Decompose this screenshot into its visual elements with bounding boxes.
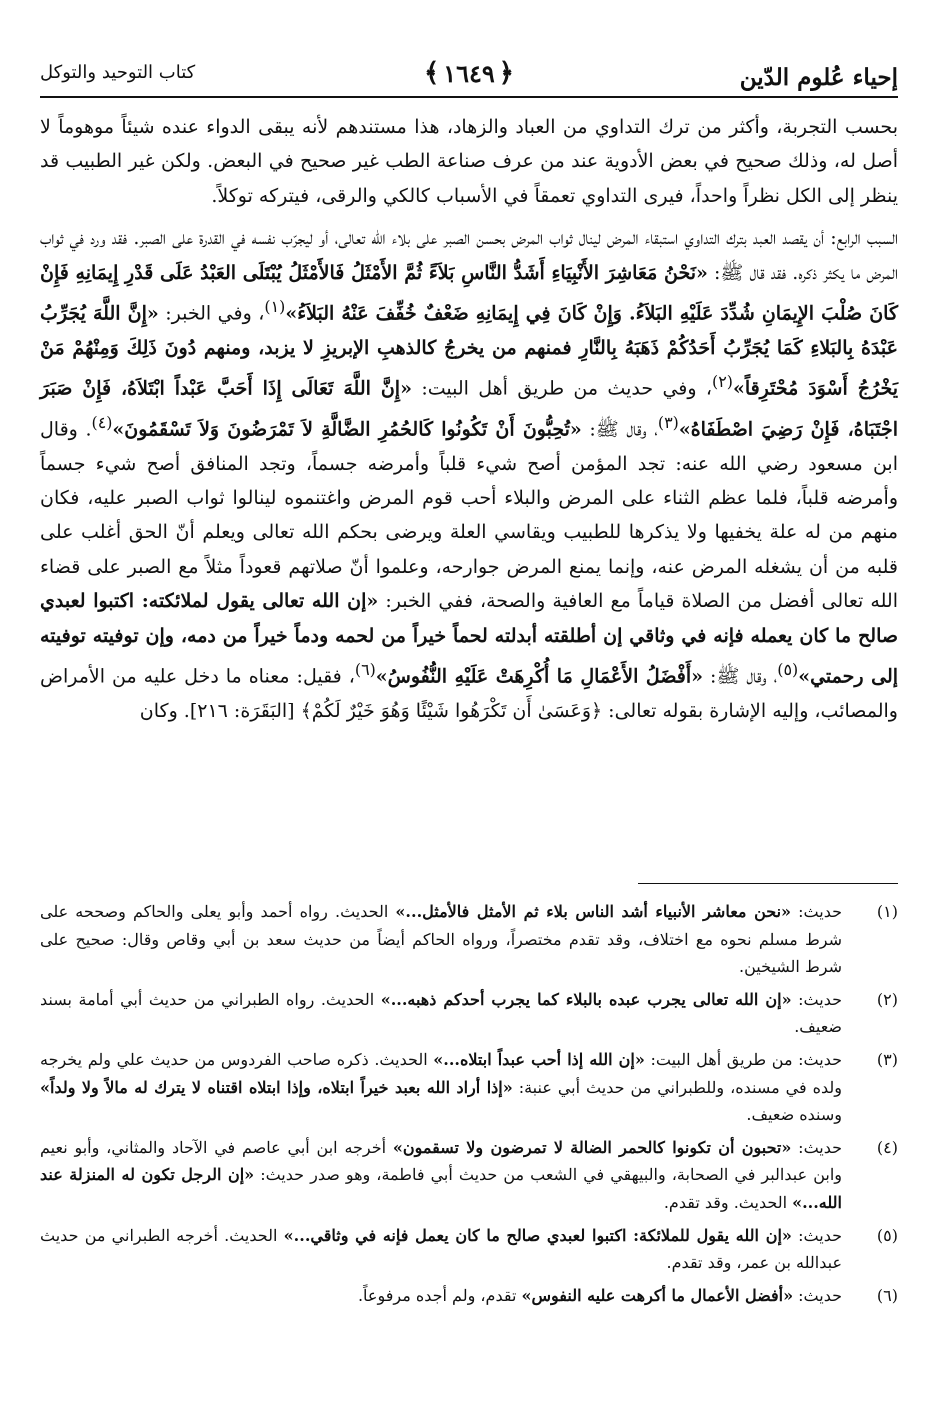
- hadith-quote: «إن الله يقول للملائكة: اكتبوا لعبدي صالح ما كان يعمل فإنه في وثاقي...»: [283, 1225, 792, 1245]
- hadith-quote: «تحبون أن تكونوا كالحمر الضالة لا تمرضون ولا تسقمون»: [392, 1137, 792, 1157]
- text-run: ، فقيل: معناه ما دخل عليه من الأمراض والمصائب، وإليه الإشارة بقوله تعالى:: [40, 665, 898, 722]
- hadith-quote: «إن الرجل تكون له المنزلة عند الله...»: [40, 1165, 842, 1212]
- text-run: ، وقال ﷺ:: [581, 418, 658, 441]
- footnote-text: [40, 1222, 842, 1277]
- chapter-title: كتاب التوحيد والتوكل: [40, 62, 196, 83]
- footnote-2: [40, 986, 898, 1041]
- ornament-right: ﴿: [498, 58, 515, 88]
- footnote-4: [40, 1134, 898, 1217]
- footnote-6: [40, 1282, 898, 1310]
- text-run: . وقال ابن مسعود رضي الله عنه: تجد المؤمن أصح شيء قلباً وأمرضه جسماً، وتجد المنافق أصح شيء جسماً وأمرضه قلباً، فلما عظم الثناء على المرض والبلاء أحب قوم المرض واغتنموه لينالوا ثواب الصبر عليه، فكان منهم من له علة يخفيها ولا يذكرها للطبيب ويقاسي العلة ويرضى بحكم الله تعالى ويعلم أنّ الحق أغلب على قلبه من أن يشغله المرض عنه، وإنما يمنع المرض جوارحه، وعلموا أنّ صلاتهم قعوداً مثلاً مع الصبر على قضاء الله تعالى أفضل من الصلاة قياماً مع العافية والصحة، ففي الخبر:: [40, 418, 898, 613]
- text-run: الحديث. أخرجه الطبراني من حديث عبدالله بن عمر، وقد تقدم.: [40, 1225, 842, 1273]
- text-run: حديث:: [791, 1225, 842, 1245]
- text-run: حديث:: [791, 1137, 843, 1157]
- footnote-ref-2: (٢): [712, 372, 733, 392]
- hadith-quote-3: «إِنَّ اللَّهَ تَعَالَى إِذَا أَحَبَّ عَبْداً ابْتَلاَهُ، فَإِنْ صَبَرَ اجْتَبَاهُ، فَإِنْ رَضِيَ اصْطَفَاهُ»: [40, 377, 898, 441]
- ornament-left: ﴾: [423, 58, 440, 88]
- page-number: ١٦٤٩: [443, 58, 495, 88]
- text-run: الحديث. ذكره صاحب الفردوس من حديث علي ولم يخرجه ولده في مسنده، وللطبراني من حديث أبي عنبة:: [40, 1049, 843, 1097]
- footnote-number: (٥): [876, 1225, 898, 1245]
- footnote-number: (٦): [876, 1285, 898, 1305]
- footnote-3: [40, 1046, 898, 1129]
- hadith-quote: «إن الله تعالى يجرب عبده بالبلاء كما يجرب أحدكم ذهبه...»: [380, 989, 792, 1009]
- text-run: ، وفي حديث من طريق أهل البيت:: [411, 377, 713, 400]
- hadith-quote: «أفضل الأعمال ما أكرهت عليه النفوس»: [521, 1285, 794, 1305]
- footnote-text: [40, 898, 842, 981]
- hadith-quote: «إن الله إذا أحب عبداً ابتلاه...»: [433, 1049, 645, 1069]
- hadith-quote: «إذا أراد الله بعبد خيراً ابتلاه، وإذا ابتلاه اقتناه لا يترك له مالاً ولا ولداً»: [40, 1077, 513, 1097]
- footnote-text: [40, 1134, 842, 1217]
- hadith-quote-1: «نَحْنُ مَعَاشِرَ الأَنْبِيَاءِ أَشَدُّ النَّاسِ بَلاَءً ثُمَّ الأَمْثَلُ فَالأَمْثَلُ يُبْتَلَى العَبْدُ عَلَى قَدْرِ إِيمَانِهِ فَإِنْ كَانَ صُلْبَ الإِيمَانِ شُدِّدَ عَلَيْهِ البَلاَءُ. وَإِنْ كَانَ فِي إِيمَانِهِ ضَعْفٌ خُفِّفَ عَنْهُ البَلاَءُ»: [40, 261, 899, 325]
- hadith-quote-4: «تُحِبُّونَ أَنْ تَكُونُوا كَالحُمُرِ الضَّالَّةِ لاَ تَمْرَضُونَ وَلاَ تَسْقَمُونَ»: [112, 418, 582, 441]
- main-text: [40, 110, 898, 728]
- header-divider: [40, 96, 898, 98]
- quran-ayah: ﴿وَعَسَىٰ أَن تَكْرَهُوا شَيْئًا وَهُوَ خَيْرٌ لَكُمْ﴾: [300, 699, 603, 722]
- footnote-text: [40, 1046, 842, 1129]
- text-run: أخرجه ابن أبي عاصم في الآحاد والمثاني، وأبو نعيم وابن عبدالبر في الصحابة، والبيهقي في الشعب من حديث أبي فاطمة، وهو صدر حديث:: [40, 1137, 842, 1185]
- text-run: وسنده ضعيف.: [746, 1105, 842, 1125]
- footnotes: [40, 898, 898, 1314]
- text-run: . وكان: [139, 699, 190, 722]
- footnote-ref-1: (١): [264, 297, 286, 317]
- text-run: الحديث. رواه أحمد وأبو يعلى والحاكم وصححه على شرط مسلم نحوه مع اختلاف، وقد تقدم مختصراً، ورواه الحاكم أيضاً من حديث سعد بن أبي وقاص وقال: صحيح على شرط الشيخين.: [40, 902, 842, 977]
- footnote-1: [40, 898, 898, 981]
- hadith-quote-6: «أَفْضَلُ الأَعْمَالِ مَا أُكْرِهَتْ عَلَيْهِ النُّفُوسُ»: [375, 665, 704, 688]
- text-run: حديث:: [791, 902, 843, 921]
- hadith-quote-5: «إن الله تعالى يقول لملائكته: اكتبوا لعبدي صالح ما كان يعمله فإنه في وثاقي إن أطلقته أبدلته لحماً خيراً من لحمه ودماً خيراً من دمه، وإن توفيته توفيته إلى رحمتي»: [40, 590, 899, 688]
- footnote-number: (٤): [876, 1137, 898, 1157]
- text-run: تقدم، ولم أجده مرفوعاً.: [357, 1285, 522, 1305]
- footnote-ref-3: (٣): [657, 412, 679, 432]
- text-run: حديث:: [793, 1285, 842, 1305]
- footnote-ref-6: (٦): [354, 660, 376, 680]
- page-header: [40, 52, 898, 102]
- paragraph-2: [40, 221, 898, 728]
- footnote-number: (٣): [876, 1049, 898, 1069]
- text-run: السبب الرابع: أن يقصد العبد بترك التداوي استبقاء المرض لينال ثواب المرض بحسن الصبر على بلاء الله تعالى، أو ليجرّب نفسه في القدرة على الصبر. فقد ورد في ثواب المرض ما يكثر ذكره. فقد قال ﷺ:: [40, 227, 899, 284]
- text-run: الحديث. وقد تقدم.: [663, 1192, 793, 1212]
- footnote-ref-4: (٤): [91, 412, 113, 432]
- text-run: ، وفي الخبر:: [158, 302, 265, 325]
- hadith-quote-2: «إِنَّ اللَّهَ يُجَرِّبُ عَبْدَهُ بِالبَلاءِ كَمَا يُجَرِّبُ أَحَدُكُمْ ذَهَبَهُ بِالنَّارِ فمنهم من يخرجُ كالذهبِ الإبريزِ لا يزبد، ومنهم دُونَ ذَلِكَ وَمِنْهُمْ مَنْ يَخْرُجُ أَسْوَدَ مُحْتَرِقاً»: [40, 302, 898, 400]
- footnote-text: [40, 986, 842, 1041]
- text-run: حديث: من طريق أهل البيت:: [644, 1049, 843, 1069]
- footnote-number: (١): [876, 902, 898, 921]
- footnote-ref-5: (٥): [777, 660, 799, 680]
- paragraph-1: بحسب التجربة، وأكثر من ترك التداوي من العباد والزهاد، هذا مستندهم لأنه يبقى الدواء عنده شيئاً موهوماً لا أصل له، وذلك صحيح في بعض الأدوية عند من عرف صناعة الطب غير صحيح في البعض. ولكن غير الطبيب قد ينظر إلى الكل نظراً واحداً، فيرى التداوي تعمقاً في الأسباب كالكي والرقى، فيتركه توكلاً.: [40, 116, 898, 207]
- footnote-5: [40, 1222, 898, 1277]
- text-run: حديث:: [791, 989, 842, 1009]
- footnote-text: [40, 1282, 842, 1310]
- text-run: ، وقال ﷺ:: [703, 665, 778, 688]
- footnote-divider: [638, 883, 898, 884]
- ayah-reference: [البَقَرَة: ٢١٦]: [189, 699, 295, 722]
- hadith-quote: «نحن معاشر الأنبياء أشد الناس بلاء ثم الأمثل فالأمثل...»: [395, 902, 792, 921]
- footnote-number: (٢): [876, 989, 898, 1009]
- book-title: إحياء عُلوم الدّين: [739, 64, 898, 91]
- text-run: الحديث. رواه الطبراني من حديث أبي أمامة بسند ضعيف.: [40, 989, 842, 1037]
- page-number-block: [424, 58, 514, 88]
